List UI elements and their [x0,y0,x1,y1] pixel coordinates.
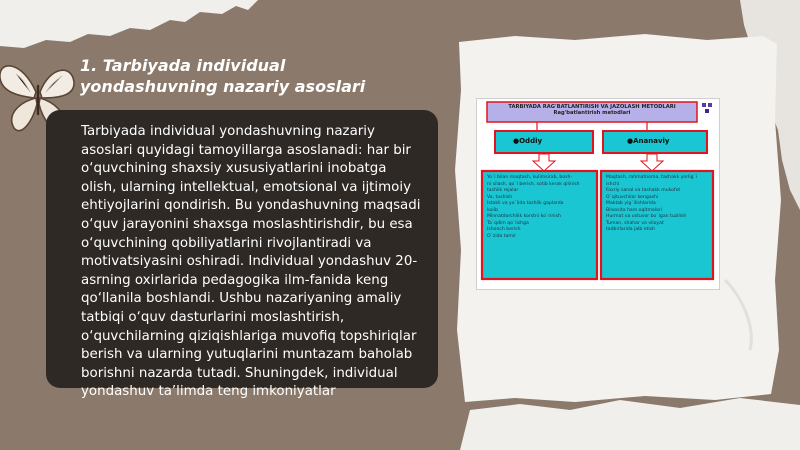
list-item: kulib [487,207,498,213]
diagram-left-label: ●Oddiy [513,137,543,145]
list-item: Istakli va yo`lida tashlik gaplarda [487,201,564,206]
list-item: Yo`l bilan maqtash, kulimsirab, bosh- [487,175,573,180]
diagram-right-label: ●Ananaviy [627,137,670,145]
list-item: Maqtash, rahmatnoma, tashakk yorlig`i [606,175,698,180]
diagram-header-line1: TARBIYADA RAG'BATLANTIRISH VA JAZOLASH METODLARI [508,104,676,110]
slide-title: 1. Tarbiyada individual yondashuvning nazariy asoslari [80,56,366,96]
list-item: tadbirlarida jalb etish [606,227,656,232]
list-item: Tuman, shahar va viloyat [606,220,664,226]
list-item: Bilvosita ham oqitmalari [606,207,662,213]
diagram-right-list [606,175,697,234]
diagram-header-text [487,104,697,116]
list-item: O`qituvchilar kengashi [606,194,659,200]
list-item: Minnatdorchilik korstni ko`rinish [487,214,561,219]
arrow-down-icon [641,154,663,171]
diagram-category-box-left [495,131,593,153]
methods-diagram [476,98,720,290]
list-item: O`zida tamir [487,233,517,239]
list-item: Hurmat va ustuvor bo`lgan tuzilish [606,214,687,219]
list-item: Va, tushish [487,194,513,200]
diagram-left-list [487,175,580,240]
arrow-down-icon [533,154,555,171]
list-item: Maktab yig`ilishlarida [606,201,656,206]
list-item: Faxriy sanal va tashakk mukofot [606,188,681,193]
list-item: ni silash, qo`l berish, sotib kerak qilinish [487,181,580,187]
list-item: ishchi [606,181,620,187]
list-item: Ta`qdim qo`lishga [487,220,529,226]
torn-paper-top-strip [0,0,258,48]
list-item: Ishonch berish [487,227,521,232]
list-item: tashlik rejalar [487,188,519,193]
slide-body-text: Tarbiyada individual yondashuvning nazariy asoslari quyidagi tamoyillarga asoslanadi: har bir o‘quvchining shaxsiy xususiyatlarini inobatga olish, ularning intellektual, emotsional va ijtimoiy ehtiyojlarini qondirish. Bu yondashuvning maqsadi o‘quv jarayonini shaxsga moslashtirishdir, bu esa o‘quvchining qobiliyatlarini rivojlantiradi va motivatsiyasini oshiradi. Individual yondashuv 20-asrning oxirlarida pedagogika ilm-fanida keng qo‘llanila boshlandi. Ushbu nazariyaning amaliy tatbiqi o‘quv dasturlarini moslashtirish, o‘quvchilarning qiziqishlariga muvofiq topshiriqlar berish va ularning yutuqlarini muntazam baholab borishni nazarda tutadi. Shuningdek, individual yondashuv ta’limda teng imkoniyatlar [81,124,421,400]
diagram-header-line2: Rag'batlantirish metodlari [553,110,631,116]
